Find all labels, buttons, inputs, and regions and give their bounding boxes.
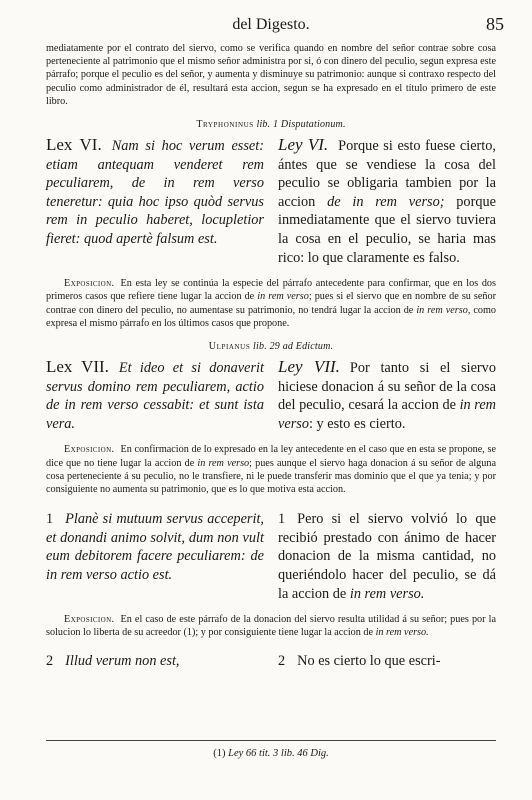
exposicion-paragraph-1: Exposicion. En el caso de este párrafo de la donacion del siervo resulta utilidad á su señor; pues por la solucion lo liberta de su acreedor (1); y por consiguiente tiene lugar la accion de in rem verso. <box>46 614 496 639</box>
parallel-text-paragraph-1 <box>46 510 496 603</box>
latin-lex-number: Lex VII. <box>46 356 109 376</box>
running-title: del Digesto. <box>232 16 310 33</box>
page-number: 85 <box>486 14 504 34</box>
parallel-text-lex-vi <box>46 136 496 267</box>
spanish-ley-number: Ley VI. <box>278 135 329 155</box>
footnote-text: Ley 66 tit. 3 lib. 46 Dig. <box>228 748 329 759</box>
page-header <box>46 14 504 40</box>
latin-text: Et ideo et si donaverit servus domino rem peculiarem, actio de in rem verso cessabit: et sunt ista vera. <box>46 359 264 432</box>
latin-paragraph-number: 1 <box>46 511 54 528</box>
latin-column <box>46 510 264 603</box>
latin-column <box>46 136 264 267</box>
latin-text: Illud verum non est, <box>65 652 180 669</box>
spanish-text: Porque si esto fuese cierto, ántes que se vendiese la cosa del peculio se obligaria tambien por la accion <box>278 138 497 210</box>
spanish-ley-number: Ley VII. <box>278 356 340 376</box>
footnote <box>46 748 496 759</box>
spanish-paragraph-number: 2 <box>278 652 286 669</box>
source-line-ulpianus: Ulpianus lib. 29 ad Edictum. <box>208 340 334 352</box>
latin-column <box>46 358 264 433</box>
spanish-column <box>278 652 496 671</box>
latin-lex-number: Lex VI. <box>46 135 102 155</box>
page <box>46 14 504 759</box>
spanish-paragraph-number: 1 <box>278 511 286 528</box>
footnote-rule <box>46 740 496 741</box>
spanish-column: Ley VI. Porque si esto fuese cierto, ántes que se vendiese la cosa del peculio se obligaria tambien por la accion de in rem verso; porque inmediatamente que el siervo tuviera la cosa en el peculio, se haria mas rico: lo que claramente es falso. <box>278 135 497 266</box>
source-line-tryphoninus: Tryphoninus lib. 1 Disputationum. <box>196 119 346 131</box>
exposicion-lex-vi: Exposicion. En esta ley se continúa la especie del párrafo antecedente para confirmar, que en los dos primeros casos que refiere tiene lugar la accion de in rem verso; pues si el siervo que en nombre de su señor contrae con dinero del peculio, no aumentase su patrimonio, no tendrá lugar la accion de in rem verso, como expresa el mismo párrafo en los últimos casos que propone. <box>46 278 496 329</box>
spanish-text: Por tanto si el siervo hiciese donacion á su señor de la cosa del peculio, cesará la accion de <box>278 359 496 414</box>
footnote-marker: (1) <box>213 748 226 759</box>
spanish-text: Pero si el siervo volvió lo que recibió prestado con ánimo de hacer donacion de la misma cantidad, no queriéndolo hacer del peculio, se dá la accion de <box>278 511 496 602</box>
parallel-text-paragraph-2 <box>46 652 496 671</box>
spanish-text: No es cierto lo que escri- <box>297 652 441 669</box>
latin-text: Planè si mutuum servus acceperit, et donandi animo solvit, dum non vult eum debitorem facere peculiarem: de in rem verso actio est. <box>46 511 264 583</box>
spanish-column: Ley VII. Por tanto si el siervo hiciese donacion á su señor de la cosa del peculio, cesará la accion de in rem verso: y esto es cierto. <box>278 356 496 432</box>
latin-text: Nam si hoc verum esset: etiam antequam venderet rem peculiarem, de in rem verso teneretur: quia hoc ipso quòd servus rem in peculio haberet, locupletior fieret: quod apertè falsum est. <box>46 138 265 247</box>
latin-paragraph-number: 2 <box>46 652 54 669</box>
spanish-column: 1 Pero si el siervo volvió lo que recibió prestado con ánimo de hacer donacion de la misma cantidad, no queriéndolo hacer del peculio, se dá la accion de in rem verso. <box>278 511 496 602</box>
parallel-text-lex-vii <box>46 358 496 433</box>
exposicion-lex-vii: Exposicion. En confirmacion de lo expresado en la ley antecedente en el caso que en esta se propone, se dice que no tiene lugar la accion de in rem verso; pues aunque el siervo haga donacion á su señor de alguna cosa perteneciente á su peculio, no le transfiere, ni le puede transferir mas dominio que el que ya tenia; y por consiguiente no aumenta su patrimonio, que es lo que motiva esta accion. <box>46 444 496 495</box>
intro-paragraph: mediatamente por el contrato del siervo, como se verifica quando en nombre del señor contrae sobre cosa perteneciente al patrimonio que el mismo señor administra por si, ó con dinero del peculio, segun expresa este párrafo; porque el peculio es del señor, y aumenta y disminuye su patrimonio: aunque si contraxo respecto del peculio como administrador de él, resultará esta accion, segun se ha expresado en el título primero de este libro. <box>46 43 496 107</box>
latin-column <box>46 652 264 671</box>
